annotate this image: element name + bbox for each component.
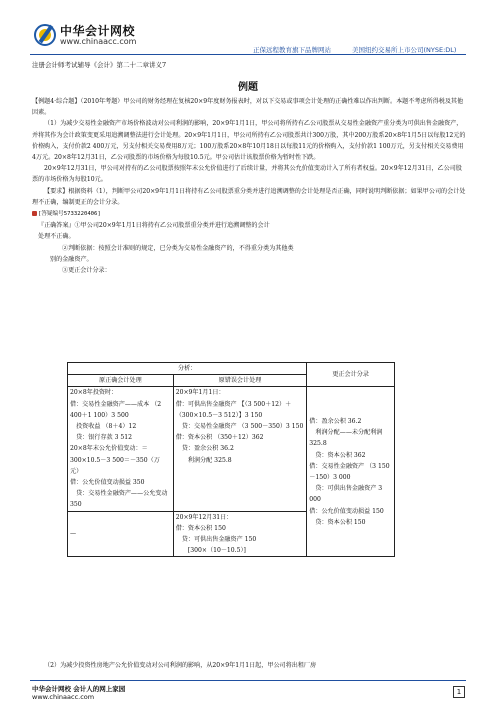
page-number: 1 [453,686,465,698]
analysis-header: 分析： [68,363,307,375]
logo-icon [34,24,56,46]
answer-line: ③更正会计分录： [62,267,111,275]
fix-entries: 借：盈余公积 36.2 利润分配——未分配利润 325.8 贷：资本公积 362 借：交易性金融资产 （3 150－150）3 000 贷：可供出售金融资产 3 000 借：公允价值变动损益 150 贷：资本公积 150 [307,387,395,557]
answer-line: 『正确答案』①甲公司20×9年1月1日将持有乙公司股票重分类并进行追溯调整的会计 [38,222,270,230]
header-listing: 美国纽约交易所上市公司(NYSE:DL) [352,46,457,54]
answer-line: ②判断依据：按照会计准则的规定，已分类为交易性金融资产的，不得重分类为其他类 [62,244,294,252]
header-divider [30,54,466,55]
logo-url: www.chinaacc.com [60,37,137,46]
answer-line: 别的金融资产。 [50,255,93,263]
correct-entries: 20×8年投资时： 借：交易性金融资产——成本 （2 400＋1 100）3 500 投资收益 （8＋4）12 贷：银行存款 3 512 20×8年末公允价值变动：＝300×10.5－3 500＝－350（万元） 借：公允价值变动损益 350 贷：交易性金融资产——公允变动 350 [68,387,174,511]
footer-divider [30,680,466,681]
answer-line: 处理不正确。 [38,233,75,241]
answer-code-line[interactable] [32,208,466,220]
paragraph: 【例题4·综合题】（2010年考题）甲公司的财务经理在复核20×9年度财务报表时，对以下交易或事项会计处理的正确性难以作出判断。本题不考虑所得税及其他因素。 [32,98,464,117]
wrong-entries-2: 20×9年12月31日： 借：资本公积 150 贷：可供出售金融资产 150 [300×（10－10.5）] [173,511,307,557]
paragraph: 【要求】根据资料（1），判断甲公司20×9年1月1日将持有乙公司股票重分类并进行追溯调整的会计处理是否正确，同时说明判断依据；如果甲公司的会计处理不正确，编制更正的会计分录。 [32,187,466,206]
correction-table [67,362,395,557]
continued-text [32,660,466,671]
answer-icon [32,211,37,216]
document-info: 注册会计师考试辅导《会计》第二十二章讲义7 [32,61,167,69]
page-title: 例题 [238,82,258,93]
logo-name: 中华会计网校 [60,24,136,38]
page-header [0,0,496,56]
paragraph: （2）为减少投资性房地产公允价值变动对公司利润的影响，从20×9年1月1日起，甲公司将出租厂房 [44,662,317,669]
correct-entries-2: — [68,511,174,557]
footer-brand: 中华会计网校 会计人的网上家园 [32,685,126,693]
header-slogan: 正保远程教育旗下品牌网站 [253,46,331,54]
correct-header: 原正确会计处理 [68,375,174,387]
answer-code[interactable]: [答疑编号5733220406] [38,211,101,218]
paragraph: （1）为减少交易性金融资产市场价格波动对公司利润的影响，20×9年1月1日，甲公司将所持有乙公司股票从交易性金融资产重分类为可供出售金融资产，并将其作为会计政策变更采用追溯调整法进行会计处理。20×9年1月1日，甲公司所持有乙公司股票共计300万股，其中200万股系20×8年1月5日以每股12元的价格购入，支付价款2 400万元，另支付相关交易费用8万元；100万股系20×8年10月18日以每股11元的价格购入，支付价款1 100万元，另支付相关交易费用4万元。20×8年12月31日，乙公司股票的市场价格为每股10.5元。甲公司估计该股票价格为暂时性下跌。 [32,120,466,162]
wrong-header: 原错误会计处理 [173,375,307,387]
site-logo[interactable] [34,22,146,50]
paragraph: 20×9年12月31日，甲公司对持有的乙公司股票按照年末公允价值进行了后续计量，并将其公允价值变动计入了所有者权益。20×9年12月31日，乙公司股票的市场价格为每股10元。 [32,165,462,184]
question-text [32,96,466,276]
fix-header: 更正会计分录 [307,363,395,387]
footer-url[interactable]: www.chinaacc.com [32,693,95,701]
wrong-entries: 20×9年1月1日： 借：可供出售金融资产 【（3 500＋12）＋（300×10.5－3 512）】3 150 贷：交易性金融资产 （3 500－350）3 150 借：资本公积 （350＋12）362 贷：盈余公积 36.2 利润分配 325.8 [173,387,307,511]
